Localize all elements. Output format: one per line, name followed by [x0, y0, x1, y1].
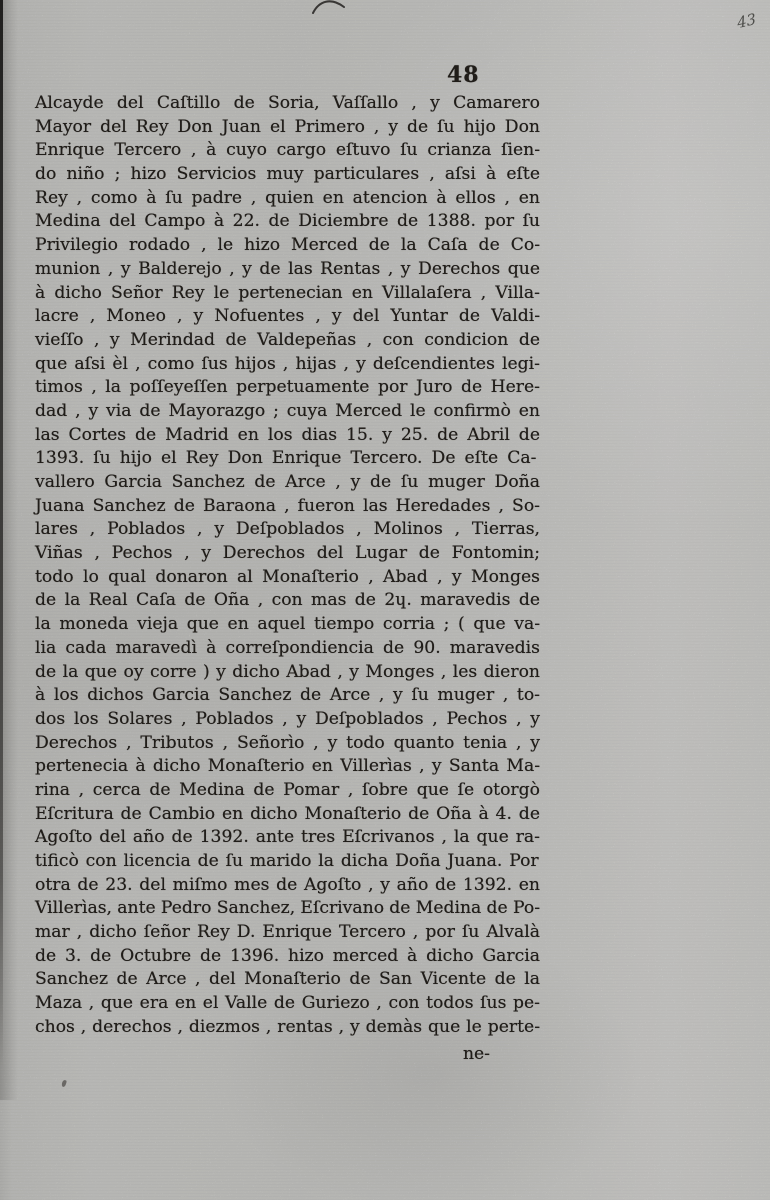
page-text	[35, 92, 540, 1040]
text-line: Eſcritura de Cambio en dicho Monaſterio de Oña à 4. de	[35, 803, 540, 824]
text-line: la moneda vieja que en aquel tiempo corria ; ( que va-	[35, 614, 540, 635]
text-line: lares , Poblados , y Deſpoblados , Molinos , Tierras,	[35, 519, 540, 540]
text-line: Mayor del Rey Don Juan el Primero , y de ſu hijo Don	[35, 116, 540, 137]
text-line: Enrique Tercero , à cuyo cargo eſtuvo ſu crianza ſien-	[35, 140, 540, 161]
text-line: otra de 23. del miſmo mes de Agoſto , y año de 1392. en	[35, 874, 540, 895]
text-line: que aſsi èl , como ſus hijos , hijas , y deſcendientes legi-	[35, 353, 540, 374]
text-line: Privilegio rodado , le hizo Merced de la Caſa de Co-	[35, 235, 540, 256]
text-line: do niño ; hizo Servicios muy particulares , aſsi à eſte	[35, 164, 540, 185]
text-line: 1393. ſu hijo el Rey Don Enrique Tercero. De eſte Ca-	[35, 448, 537, 469]
text-line: Medina del Campo à 22. de Diciembre de 1388. por ſu	[35, 211, 540, 232]
text-line: à dicho Señor Rey le pertenecian en Villalaſera , Villa-	[35, 282, 540, 303]
text-line: timos , la poſſeyeſſen perpetuamente por Juro de Here-	[35, 377, 540, 398]
text-line: las Cortes de Madrid en los dias 15. y 25. de Abril de	[35, 424, 540, 445]
text-line: lia cada maravedì à correſpondiencia de 90. maravedis	[35, 637, 540, 658]
text-line: dos los Solares , Poblados , y Deſpoblados , Pechos , y	[35, 708, 540, 729]
text-line: Derechos , Tributos , Señorìo , y todo quanto tenia , y	[35, 732, 540, 753]
text-line: munion , y Balderejo , y de las Rentas , y Derechos que	[35, 258, 540, 279]
text-line: Sanchez de Arce , del Monaſterio de San Vicente de la	[35, 969, 540, 990]
text-line: Juana Sanchez de Baraona , fueron las Heredades , So-	[35, 495, 540, 516]
text-line: tificò con licencia de ſu marido la dicha Doña Juana. Por	[35, 851, 539, 871]
text-line: Rey , como à ſu padre , quien en atencion à ellos , en	[35, 187, 540, 208]
text-line: vallero Garcia Sanchez de Arce , y de ſu muger Doña	[35, 472, 540, 492]
text-line: Agoſto del año de 1392. ante tres Eſcrivanos , la que ra-	[35, 827, 540, 848]
text-line: lacre , Moneo , y Nofuentes , y del Yuntar de Valdi-	[35, 306, 540, 327]
scan-edge-line	[0, 0, 3, 1068]
text-line: à los dichos Garcia Sanchez de Arce , y ſu muger , to-	[35, 685, 540, 706]
ink-speck	[61, 1080, 67, 1088]
page-number: 48	[447, 62, 480, 88]
text-line: vieſſo , y Merindad de Valdepeñas , con condicion de	[35, 329, 540, 350]
text-line: Alcayde del Caſtillo de Soria, Vaſſallo , y Camarero	[35, 93, 540, 113]
catchword: ne-	[462, 1044, 490, 1064]
text-line: Maza , que era en el Valle de Guriezo , con todos ſus pe-	[35, 993, 540, 1014]
text-line: de 3. de Octubre de 1396. hizo merced à dicho Garcia	[35, 945, 540, 966]
text-line: Villerìas, ante Pedro Sanchez, Eſcrivano de Medina de Po-	[35, 898, 540, 919]
text-line: de la que oy corre ) y dicho Abad , y Monges , les dieron	[35, 661, 540, 682]
ink-stroke-mark	[310, 0, 350, 14]
text-line: pertenecia à dicho Monaſterio en Villerìas , y Santa Ma-	[35, 756, 540, 777]
text-line: Viñas , Pechos , y Derechos del Lugar de Fontomin;	[35, 543, 540, 564]
text-line: chos , derechos , diezmos , rentas , y demàs que le perte-	[35, 1016, 540, 1037]
text-line: dad , y via de Mayorazgo ; cuya Merced le confirmò en	[35, 400, 540, 421]
text-line: de la Real Caſa de Oña , con mas de 2ɥ. maravedis de	[35, 590, 540, 611]
text-line: todo lo qual donaron al Monaſterio , Abad , y Monges	[35, 566, 540, 587]
text-line: mar , dicho ſeñor Rey D. Enrique Tercero , por ſu Alvalà	[35, 922, 540, 943]
handwritten-folio-mark: 43	[736, 9, 758, 33]
text-line: rina , cerca de Medina de Pomar , ſobre que ſe otorgò	[35, 779, 540, 800]
